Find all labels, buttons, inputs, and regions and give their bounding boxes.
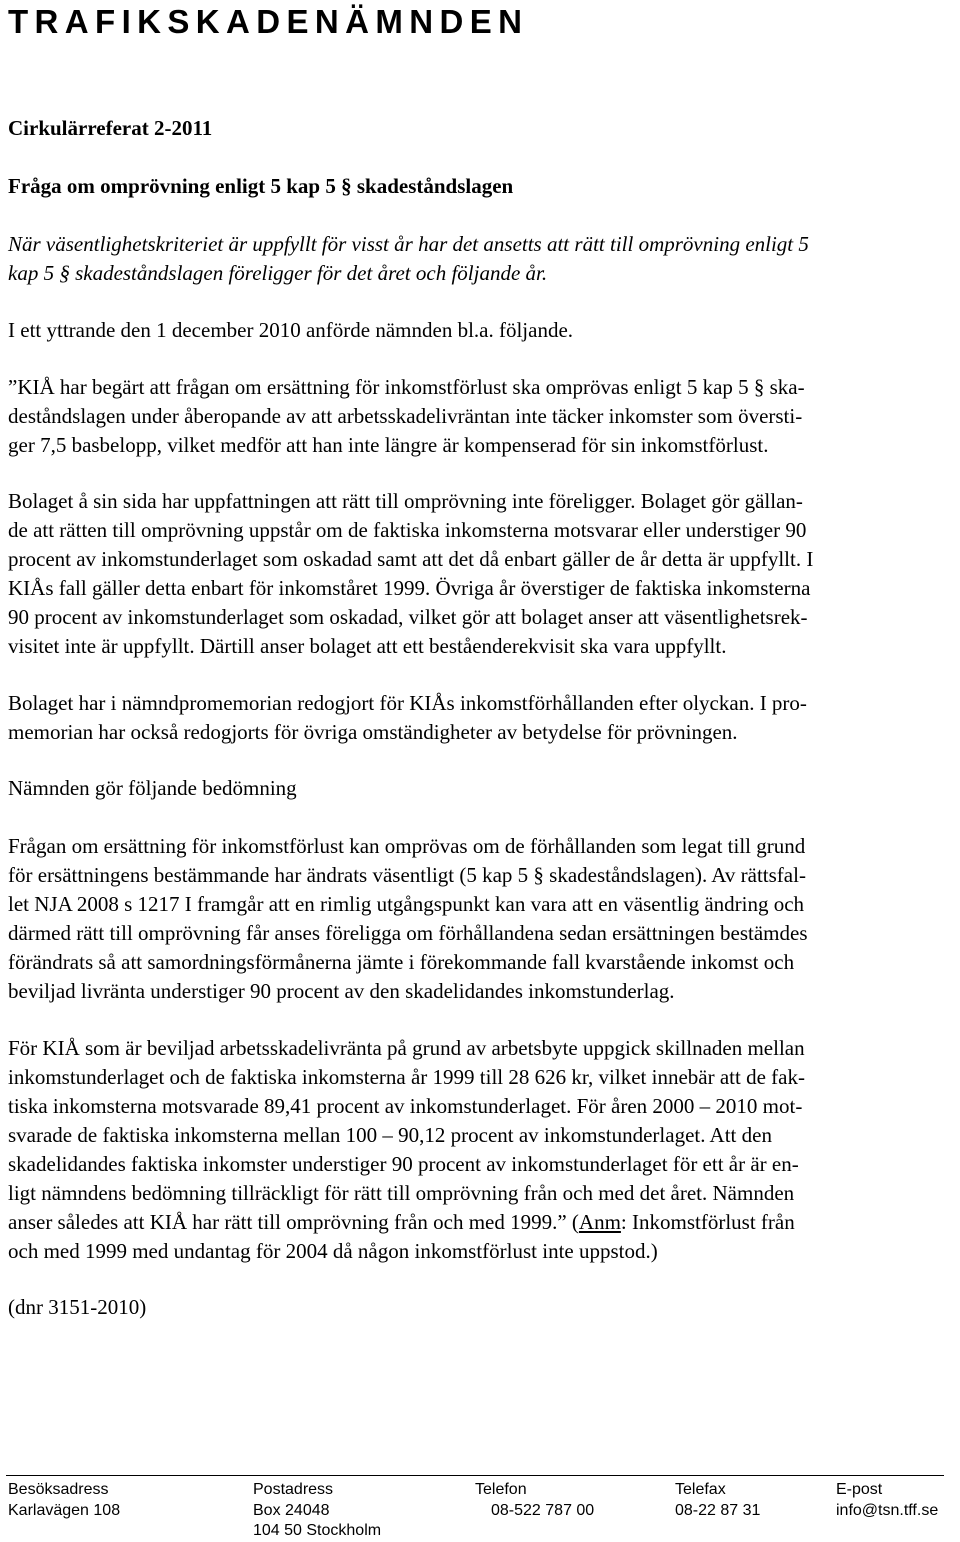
legal-basis-paragraph xyxy=(8,832,948,1006)
paragraph-line: KIÅs fall gäller detta enbart för inkomståret 1999. Övriga år överstiger de faktiska inkomsterna xyxy=(8,576,811,600)
paragraph-line xyxy=(8,1208,948,1237)
note-abbreviation: Anm xyxy=(578,1210,621,1234)
summary-line: kap 5 § skadeståndslagen föreligger för det året och följande år. xyxy=(8,261,548,285)
question-heading: Fråga om omprövning enligt 5 kap 5 § skadeståndslagen xyxy=(8,174,514,198)
paragraph-line: de att rätten till omprövning uppstår om de faktiska inkomsterna motsvarar eller understiger 90 xyxy=(8,518,807,542)
assessment-heading-text: Nämnden gör följande bedömning xyxy=(8,776,297,800)
paragraph-line: visitet inte är uppfyllt. Därtill anser bolaget att ett beståenderekvisit ska vara uppfyllt. xyxy=(8,634,727,658)
fax-label: Telefax xyxy=(675,1481,726,1498)
intro-line: I ett yttrande den 1 december 2010 anförde nämnden bl.a. följande. xyxy=(8,318,574,342)
paragraph-line: ”KIÅ har begärt att frågan om ersättning för inkomstförlust ska omprövas enligt 5 kap 5 § ska- xyxy=(8,375,805,399)
paragraph-line: procent av inkomstunderlaget som oskadad samt att det då enbart gäller de år detta är uppfyllt. I xyxy=(8,547,814,571)
phone-number: 08-522 787 00 xyxy=(491,1502,595,1519)
paragraph-line: Frågan om ersättning för inkomstförlust kan omprövas om de förhållanden som legat till grund xyxy=(8,834,806,858)
insurer-position-paragraph xyxy=(8,487,948,661)
memorandum-paragraph xyxy=(8,689,948,747)
case-number xyxy=(8,1293,948,1322)
intro-paragraph xyxy=(8,316,948,345)
paragraph-line: tiska inkomsterna motsvarade 89,41 procent av inkomstunderlaget. För åren 2000 – 2010 mot- xyxy=(8,1094,803,1118)
phone-label: Telefon xyxy=(475,1481,527,1498)
paragraph-line: och med 1999 med undantag för 2004 då någon inkomstförlust inte uppstod.) xyxy=(8,1239,658,1263)
summary-paragraph xyxy=(8,230,948,288)
paragraph-line: beviljad livränta understiger 90 procent av den skadelidandes inkomstunderlag. xyxy=(8,979,675,1003)
decision-paragraph xyxy=(8,1034,948,1266)
circular-reference-heading: Cirkulärreferat 2-2011 xyxy=(8,116,213,140)
visit-address-label: Besöksadress xyxy=(8,1481,109,1498)
note-text: : Inkomstförlust från xyxy=(620,1210,795,1234)
organization-title: TRAFIKSKADENÄMNDEN xyxy=(8,3,529,40)
paragraph-line: Bolaget å sin sida har uppfattningen att rätt till omprövning inte föreligger. Bolaget gör gällan- xyxy=(8,489,803,513)
email-address[interactable]: info@tsn.tff.se xyxy=(836,1502,939,1519)
paragraph-line: memorian har också redogjorts för övriga omständigheter av betydelse för prövningen. xyxy=(8,720,738,744)
assessment-heading xyxy=(8,774,948,803)
postal-address-line: 104 50 Stockholm xyxy=(253,1522,382,1539)
case-number-text: (dnr 3151-2010) xyxy=(8,1295,147,1319)
paragraph-line: skadelidandes faktiska inkomster understiger 90 procent av inkomstunderlaget för ett år är en- xyxy=(8,1152,799,1176)
visit-address: Karlavägen 108 xyxy=(8,1502,121,1519)
paragraph-line: därmed rätt till omprövning får anses föreligga om förhållandena sedan ersättningen bestämdes xyxy=(8,921,808,945)
paragraph-line: För KIÅ som är beviljad arbetsskadelivränta på grund av arbetsbyte uppgick skillnaden mellan xyxy=(8,1036,805,1060)
paragraph-line: deståndslagen under åberopande av att arbetsskadelivräntan inte täcker inkomster som översti- xyxy=(8,404,803,428)
paragraph-line: 90 procent av inkomstunderlaget som oskadad, vilket gör att bolaget anser att väsentlighetsrek- xyxy=(8,605,808,629)
postal-address-label: Postadress xyxy=(253,1481,334,1498)
paragraph-line: svarade de faktiska inkomsterna mellan 100 – 90,12 procent av inkomstunderlaget. Att den xyxy=(8,1123,772,1147)
paragraph-line: för ersättningens bestämmande har ändrats väsentligt (5 kap 5 § skadeståndslagen). Av rättsfal- xyxy=(8,863,806,887)
footer-divider xyxy=(6,1475,944,1476)
paragraph-line: let NJA 2008 s 1217 I framgår att en rimlig utgångspunkt kan vara att en väsentlig ändring och xyxy=(8,892,805,916)
paragraph-line: inkomstunderlaget och de faktiska inkomsterna år 1999 till 28 626 kr, vilket innebär att de fak- xyxy=(8,1065,805,1089)
decision-text: anser således att KIÅ har rätt till omprövning från och med 1999.” ( xyxy=(8,1210,579,1234)
summary-line: När väsentlighetskriteriet är uppfyllt för visst år har det ansetts att rätt till omprövning enligt 5 xyxy=(8,232,809,256)
paragraph-line: Bolaget har i nämndpromemorian redogjort för KIÅs inkomstförhållanden efter olyckan. I pro- xyxy=(8,691,807,715)
fax-number: 08-22 87 31 xyxy=(675,1502,761,1519)
claim-paragraph xyxy=(8,373,948,460)
paragraph-line: ger 7,5 basbelopp, vilket medför att han inte längre är kompenserad för sin inkomstförlust. xyxy=(8,433,769,457)
email-label: E-post xyxy=(836,1481,883,1498)
paragraph-line: ligt nämndens bedömning tillräckligt för rätt till omprövning från och med det året. Nämnden xyxy=(8,1181,795,1205)
postal-address-line: Box 24048 xyxy=(253,1502,330,1519)
paragraph-line: förändrats så att samordningsförmånerna jämte i förekommande fall kvarstående inkomst och xyxy=(8,950,795,974)
